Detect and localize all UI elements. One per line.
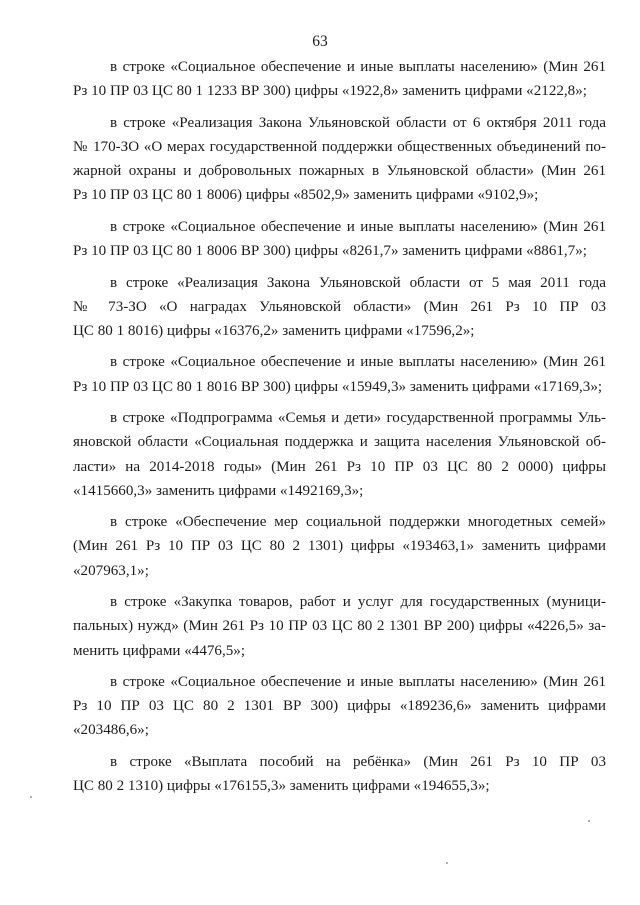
text-line: ласти» на 2014-2018 годы» (Мин 261 Рз 10 ПР 03 ЦС 80 2 0000) цифры bbox=[73, 458, 606, 475]
paragraph bbox=[73, 590, 606, 663]
scan-speck bbox=[446, 862, 448, 864]
text-line: в строке «Социальное обеспечение и иные выплаты населению» (Мин 261 bbox=[110, 674, 606, 691]
text-line: Рз 10 ПР 03 ЦС 80 2 1301 ВР 300) цифры «189236,6» заменить цифрами bbox=[73, 698, 606, 715]
paragraph bbox=[73, 271, 606, 344]
text-line: Рз 10 ПР 03 ЦС 80 1 1233 ВР 300) цифры «1922,8» заменить цифрами «2122,8»; bbox=[73, 83, 587, 100]
text-line: в строке «Реализация Закона Ульяновской области от 6 октября 2011 года bbox=[110, 114, 606, 131]
text-line: «207963,1»; bbox=[73, 562, 149, 579]
text-line: пальных) нужд» (Мин 261 Рз 10 ПР 03 ЦС 80 2 1301 ВР 200) цифры «4226,5» за- bbox=[73, 618, 606, 635]
text-line: Рз 10 ПР 03 ЦС 80 1 8006) цифры «8502,9» заменить цифрами «9102,9»; bbox=[73, 187, 539, 204]
scan-speck bbox=[588, 820, 590, 822]
text-line: № 170-ЗО «О мерах государственной поддержки общественных объединений по- bbox=[73, 138, 606, 155]
paragraph bbox=[73, 750, 606, 798]
text-line: жарной охраны и добровольных пожарных в Ульяновской области» (Мин 261 bbox=[73, 163, 606, 180]
page-number: 63 bbox=[312, 33, 328, 50]
text-line: (Мин 261 Рз 10 ПР 03 ЦС 80 2 1301) цифры «193463,1» заменить цифрами bbox=[73, 538, 606, 555]
text-line: «203486,6»; bbox=[73, 722, 149, 739]
scan-speck bbox=[30, 796, 32, 798]
text-line: в строке «Подпрограмма «Семья и дети» государственной программы Уль- bbox=[110, 410, 606, 427]
document-body bbox=[73, 55, 606, 806]
text-line: Рз 10 ПР 03 ЦС 80 1 8016 ВР 300) цифры «15949,3» заменить цифрами «17169,3»; bbox=[73, 378, 603, 395]
paragraph bbox=[73, 111, 606, 208]
text-line: в строке «Реализация Закона Ульяновской области от 5 мая 2011 года bbox=[110, 274, 606, 291]
text-line: в строке «Социальное обеспечение и иные выплаты населению» (Мин 261 bbox=[110, 59, 606, 75]
paragraph bbox=[73, 350, 606, 398]
text-line: менить цифрами «4476,5»; bbox=[73, 642, 246, 659]
text-line: в строке «Социальное обеспечение и иные выплаты населению» (Мин 261 bbox=[110, 354, 606, 371]
paragraph bbox=[73, 55, 606, 103]
text-line: в строке «Выплата пособий на ребёнка» (Мин 261 Рз 10 ПР 03 bbox=[110, 753, 606, 770]
text-line: яновской области «Социальная поддержка и защита населения Ульяновской об- bbox=[73, 434, 606, 451]
paragraph bbox=[73, 510, 606, 583]
text-line: «1415660,3» заменить цифрами «1492169,3»; bbox=[73, 482, 364, 499]
paragraph bbox=[73, 670, 606, 743]
text-line: в строке «Закупка товаров, работ и услуг для государственных (муници- bbox=[110, 594, 606, 611]
text-line: Рз 10 ПР 03 ЦС 80 1 8006 ВР 300) цифры «8261,7» заменить цифрами «8861,7»; bbox=[73, 243, 587, 260]
text-line: ЦС 80 2 1310) цифры «176155,3» заменить цифрами «194655,3»; bbox=[73, 778, 490, 795]
paragraph bbox=[73, 215, 606, 263]
text-line: в строке «Обеспечение мер социальной поддержки многодетных семей» bbox=[110, 514, 606, 531]
text-line: № 73-ЗО «О наградах Ульяновской области» (Мин 261 Рз 10 ПР 03 bbox=[73, 298, 606, 315]
paragraph bbox=[73, 406, 606, 503]
text-line: ЦС 80 1 8016) цифры «16376,2» заменить цифрами «17596,2»; bbox=[73, 322, 475, 339]
text-line: в строке «Социальное обеспечение и иные выплаты населению» (Мин 261 bbox=[110, 218, 606, 235]
